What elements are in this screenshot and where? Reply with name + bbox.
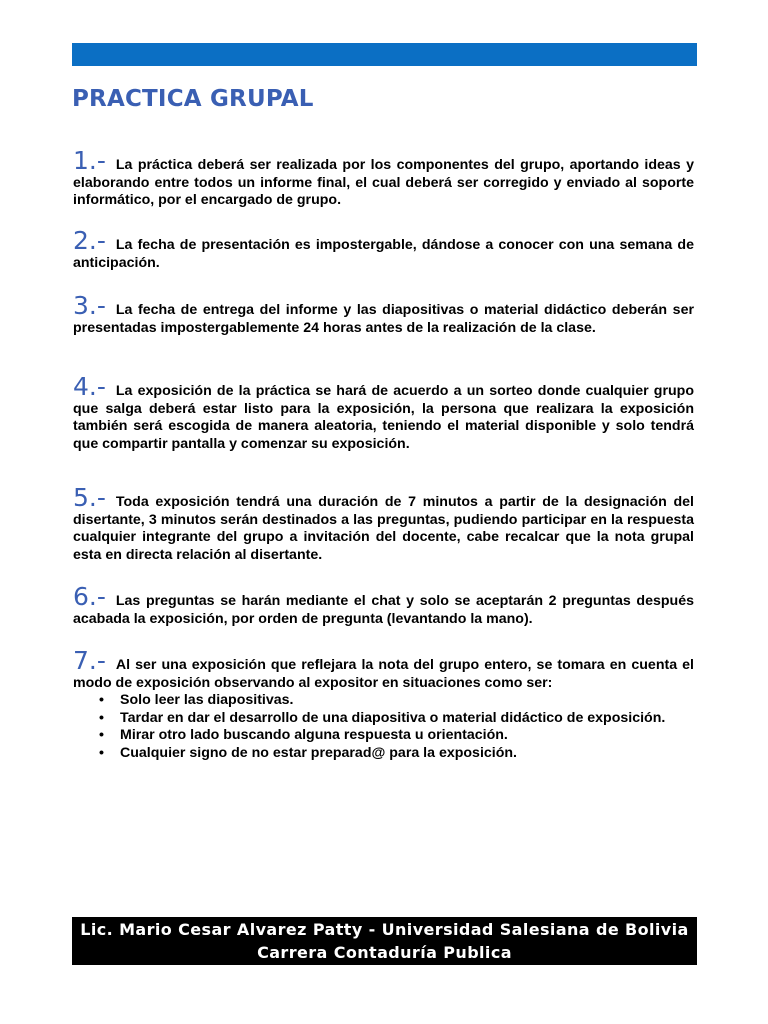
list-item-text: Tardar en dar el desarrollo de una diapositiva o material didáctico de exposición. [120,709,666,726]
item-3 [73,291,694,337]
item-number: 6.- [73,582,106,611]
item-text: La fecha de presentación es impostergable, dándose a conocer con una semana de anticipación. [73,237,694,271]
bullet-icon: • [99,709,104,726]
item-text: Las preguntas se harán mediante el chat y solo se aceptarán 2 preguntas después acabada la exposición, por orden de pregunta (levantando la mano). [73,593,694,627]
list-item-text: Solo leer las diapositivas. [120,692,294,708]
footer-program: Carrera Contaduría Publica [257,943,512,962]
item-text: La práctica deberá ser realizada por los componentes del grupo, aportando ideas y elaborando entre todos un informe final, el cual deberá ser corregido y enviado al soporte informático, por el encargado de grupo. [73,157,694,208]
footer-author: Lic. Mario Cesar Alvarez Patty - Universidad Salesiana de Bolivia [80,920,689,939]
list-item [99,709,694,728]
item-number: 2.- [73,226,106,255]
footer-banner [72,917,697,965]
item-7 [73,646,694,692]
item-number: 3.- [73,291,106,320]
list-item [99,727,694,745]
item-text: La fecha de entrega del informe y las diapositivas o material didáctico deberán ser presentadas impostergablemente 24 horas antes de la realización de la clase. [73,302,694,336]
bullet-icon: • [99,727,104,743]
item-number: 7.- [73,646,106,675]
bullet-icon: • [99,744,104,761]
item-text: La exposición de la práctica se hará de acuerdo a un sorteo donde cualquier grupo que salga deberá estar listo para la exposición, la persona que realizara la exposición también será escogida de manera aleatoria, teniendo el material disponible y solo tendrá que compartir pantalla y comenzar su exposición. [73,383,694,452]
item-2 [73,226,694,272]
list-item [99,744,694,763]
item-text: Toda exposición tendrá una duración de 7 minutos a partir de la designación del disertante, 3 minutos serán destinados a las preguntas, pudiendo participar en la respuesta cualquier integrante del grupo a invitación del docente, cabe recalcar que la nota grupal esta en directa relación al disertante. [73,494,694,563]
list-item-text: Cualquier signo de no estar preparad@ para la exposición. [120,744,518,761]
page-title: PRACTICA GRUPAL [72,86,314,112]
item-6 [73,582,694,628]
criteria-list [73,692,694,762]
item-number: 4.- [73,372,106,401]
list-item-text: Mirar otro lado buscando alguna respuesta u orientación. [120,727,508,743]
item-5 [73,483,694,564]
item-number: 1.- [73,146,106,175]
bullet-icon: • [99,692,104,708]
item-1 [73,146,694,210]
header-bar [72,43,697,66]
list-item [99,692,694,710]
item-4 [73,372,694,453]
item-text: Al ser una exposición que reflejara la nota del grupo entero, se tomara en cuenta el modo de exposición observando al expositor en situaciones como ser: [73,657,694,691]
item-number: 5.- [73,483,106,512]
